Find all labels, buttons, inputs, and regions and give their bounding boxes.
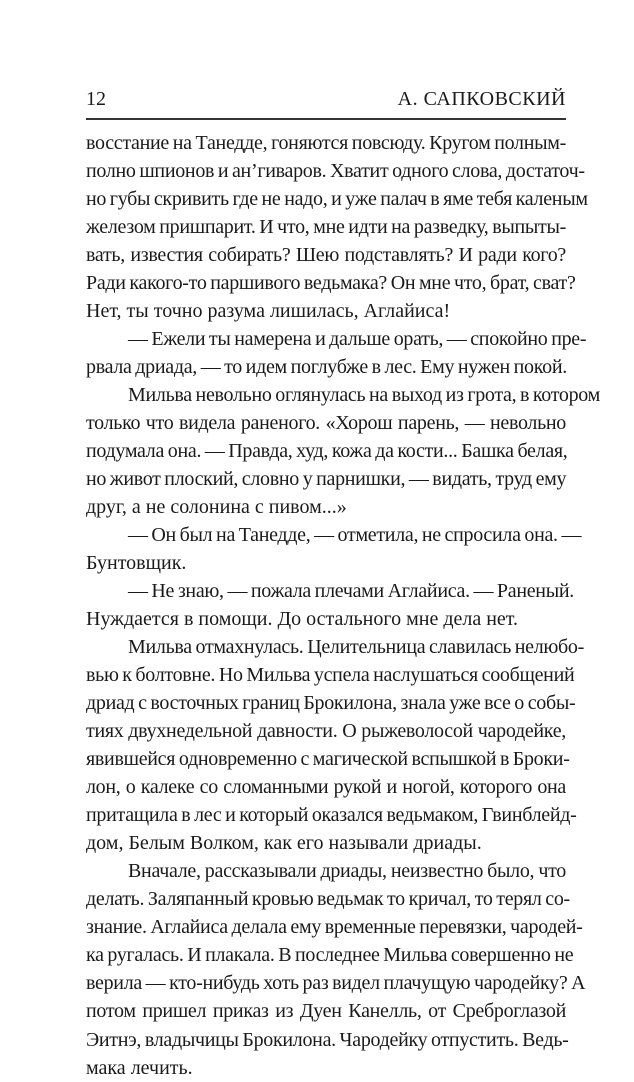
- text-line: Нет, ты точно разума лишилась, Аглайиса!: [86, 300, 451, 323]
- text-line: — Не знаю, — пожала плечами Аглайиса. — Раненый.: [128, 580, 574, 603]
- text-line: Нуждается в помощи. До остального мне дела нет.: [86, 608, 519, 631]
- text-line: Эитнэ, владычицы Брокилона. Чародейку отпустить. Ведь-: [86, 1028, 569, 1051]
- text-line: друг, а не солонина с пивом...»: [86, 496, 347, 519]
- text-line: Мильва отмахнулась. Целительница славилась нелюбо-: [128, 636, 584, 659]
- running-header: [86, 88, 566, 112]
- text-line: железом пришпарит. И что, мне идти на разведку, выпыты-: [86, 216, 566, 239]
- page-body-text: [86, 129, 600, 1082]
- text-line: Мильва невольно оглянулась на выход из грота, в котором: [128, 384, 600, 407]
- text-line: притащила в лес и который оказался ведьмаком, Гвинблейд-: [86, 804, 577, 827]
- header-rule: [86, 118, 566, 120]
- text-line: ка ругалась. И плакала. В последнее Мильва совершенно не: [86, 944, 574, 967]
- text-line: потом пришел приказ из Дуен Канелль, от Среброглазой: [86, 1000, 566, 1023]
- text-line: знание. Аглайиса делала ему временные перевязки, чародей-: [86, 916, 583, 939]
- text-line: — Ежели ты намерена и дальше орать, — спокойно пре-: [128, 328, 587, 351]
- text-line: вать, известия собирать? Шею подставлять? И ради кого?: [86, 244, 566, 267]
- page-number: 12: [86, 88, 106, 110]
- text-line: дриад с восточных границ Брокилона, знала уже все о собы-: [86, 692, 576, 715]
- text-line: делать. Заляпанный кровью ведьмак то кричал, то терял со-: [86, 888, 570, 911]
- text-line: Бунтовщик.: [86, 552, 187, 575]
- text-line: мака лечить.: [86, 1056, 193, 1079]
- text-line: восстание на Танедде, гоняются повсюду. Кругом полным-: [86, 132, 566, 154]
- text-line: Вначале, рассказывали дриады, неизвестно было, что: [128, 860, 566, 883]
- text-line: лон, о калеке со сломанными рукой и ногой, которого она: [86, 776, 566, 799]
- text-line: вью к болтовне. Но Мильва успела наслушаться сообщений: [86, 664, 575, 687]
- text-line: явившейся одновременно с магической вспышкой в Броки-: [86, 748, 570, 771]
- text-line: тиях двухнедельной давности. О рыжеволосой чародейке,: [86, 720, 566, 743]
- text-line: но живот плоский, словно у парнишки, — видать, труд ему: [86, 468, 567, 491]
- text-line: Ради какого-то паршивого ведьмака? Он мне что, брат, сват?: [86, 272, 576, 295]
- text-line: подумала она. — Правда, худ, кожа да кости... Башка белая,: [86, 440, 568, 463]
- text-line: верила — кто-нибудь хоть раз видел плачущую чародейку? А: [86, 972, 586, 995]
- text-line: дом, Белым Волком, как его называли дриады.: [86, 832, 482, 855]
- text-line: но губы скривить где не надо, и уже палач в яме тебя каленым: [86, 188, 588, 211]
- text-line: — Он был на Танедде, — отметила, не спросила она. —: [128, 524, 582, 547]
- text-line: полно шпионов и ан’гиваров. Хватит одного слова, достаточ-: [86, 160, 585, 183]
- running-head-author: А. САПКОВСКИЙ: [397, 88, 566, 110]
- text-line: только что видела раненого. «Хорош парень, — невольно: [86, 412, 566, 435]
- text-line: рвала дриада, — то идем поглубже в лес. Ему нужен покой.: [86, 356, 567, 379]
